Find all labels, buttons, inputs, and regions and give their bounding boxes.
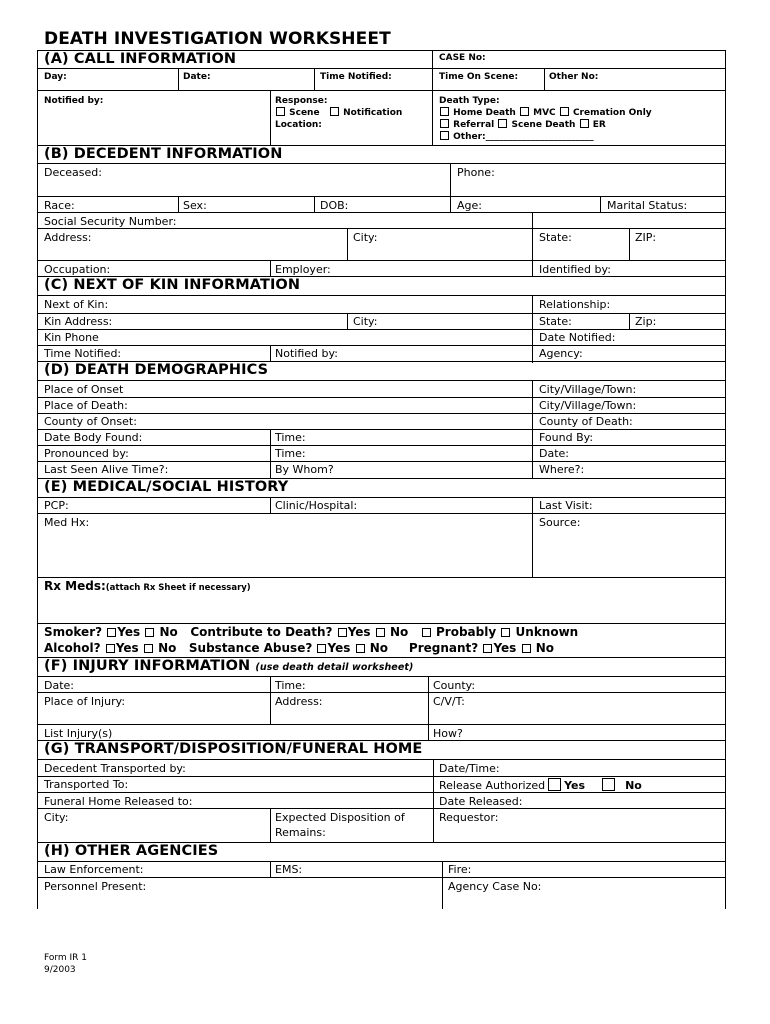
rx-meds-label: Rx Meds: [44,579,106,593]
date-time-label: Date/Time: [439,762,500,775]
date-label: Date: [183,72,211,82]
section-f-title: (F) INJURY INFORMATION [44,658,251,674]
pronounced-by-label: Pronounced by: [44,447,129,460]
other-checkbox[interactable] [440,131,449,140]
requestor-label: Requestor: [439,811,499,824]
home-death-option: Home Death [453,108,516,118]
med-hx-label: Med Hx: [44,516,90,529]
form-date: 9/2003 [44,965,76,975]
rule [37,676,725,677]
list-injury-label: List Injury(s) [44,727,113,740]
rule [37,228,725,229]
rule [37,163,725,164]
release-yes: Yes [564,779,586,792]
injury-address-label: Address: [275,695,323,708]
place-of-onset-label: Place of Onset [44,383,124,396]
state-label: State: [539,231,572,244]
death-type-row-1 [439,107,652,119]
ems-label: EMS: [275,863,303,876]
substance-yes-checkbox[interactable] [317,644,326,653]
section-f-note: (use death detail worksheet) [255,662,414,673]
scene-death-checkbox[interactable] [498,119,507,128]
rule [178,68,179,90]
death-type-row-2 [439,119,606,131]
section-b-heading: (B) DECEDENT INFORMATION [44,146,283,162]
rule [532,497,533,577]
scene-option: Scene [289,108,320,118]
expected-disposition-label: Expected Disposition of [275,811,405,824]
fire-label: Fire: [448,863,472,876]
rule [37,877,725,878]
rule [37,497,725,498]
race-label: Race: [44,199,75,212]
employer-label: Employer: [275,263,331,276]
substance-label: Substance Abuse? [188,641,313,655]
identified-by-label: Identified by: [539,263,611,276]
referral-checkbox[interactable] [440,119,449,128]
contribute-yes-checkbox[interactable] [338,628,347,637]
rule [37,692,725,693]
pregnant-no-checkbox[interactable] [522,644,531,653]
rule [629,313,630,329]
pregnant-label: Pregnant? [408,641,479,655]
pronounced-date-label: Date: [539,447,569,460]
other-no-label: Other No: [549,72,599,82]
contribute-no: No [389,625,409,639]
smoker-no-checkbox[interactable] [145,628,154,637]
rule [450,163,451,196]
kin-notified-by-label: Notified by: [275,347,338,360]
smoker-label: Smoker? [44,625,103,639]
funeral-home-label: Funeral Home Released to: [44,795,193,808]
alcohol-no: No [158,641,177,655]
substance-no: No [369,641,389,655]
pcp-label: PCP: [44,499,69,512]
rule [37,212,725,213]
clinic-label: Clinic/Hospital: [275,499,358,512]
ssn-label: Social Security Number: [44,215,177,228]
rule [432,50,433,145]
rule [270,345,271,361]
rule [270,260,271,276]
section-g-heading: (G) TRANSPORT/DISPOSITION/FUNERAL HOME [44,741,423,757]
transport-city-label: City: [44,811,69,824]
rule [347,228,348,260]
agency-label: Agency: [539,347,583,360]
marital-status-label: Marital Status: [607,199,688,212]
remains-label: Remains: [275,826,326,839]
agency-case-no-label: Agency Case No: [448,880,542,893]
rx-meds-line [44,579,251,595]
pregnant-yes: Yes [493,641,517,655]
city-label: City: [353,231,378,244]
smoker-yes: Yes [117,625,141,639]
date-notified-label: Date Notified: [539,331,616,344]
rule [37,313,725,314]
by-whom-label: By Whom? [275,463,334,476]
zip-label: ZIP: [635,231,657,244]
deceased-label: Deceased: [44,166,102,179]
rule [178,196,179,212]
page-title: DEATH INVESTIGATION WORKSHEET [44,29,391,49]
rule [37,429,725,430]
rule [37,623,725,624]
notification-option: Notification [343,108,403,118]
rule [37,345,725,346]
onset-city-label: City/Village/Town: [539,383,637,396]
age-label: Age: [457,199,482,212]
probably-checkbox[interactable] [422,628,431,637]
kin-address-label: Kin Address: [44,315,113,328]
relationship-label: Relationship: [539,298,611,311]
release-authorized-label: Release Authorized [439,779,546,792]
place-of-injury-label: Place of Injury: [44,695,126,708]
release-yes-checkbox[interactable] [548,778,561,791]
frame-left [37,50,38,909]
rule [37,808,725,809]
er-checkbox[interactable] [580,119,589,128]
county-of-onset-label: County of Onset: [44,415,137,428]
injury-date-label: Date: [44,679,74,692]
unknown-option: Unknown [515,625,579,639]
rx-meds-note: (attach Rx Sheet if necessary) [105,583,251,593]
day-label: Day: [44,72,67,82]
kin-zip-label: Zip: [635,315,657,328]
law-enforcement-label: Law Enforcement: [44,863,144,876]
kin-state-label: State: [539,315,572,328]
death-type-row-3 [439,131,594,143]
rule [270,497,271,513]
rule [37,513,725,514]
address-label: Address: [44,231,92,244]
date-body-found-label: Date Body Found: [44,431,143,444]
kin-city-label: City: [353,315,378,328]
substance-no-checkbox[interactable] [356,644,365,653]
rule [37,196,725,197]
rule [37,792,725,793]
rule [532,228,533,260]
rule [37,759,725,760]
contribute-label: Contribute to Death? [190,625,333,639]
alcohol-line [44,641,554,655]
substance-yes: Yes [327,641,351,655]
section-f-heading [44,658,413,674]
notification-checkbox[interactable] [330,107,339,116]
mvc-option: MVC [533,108,556,118]
rule [314,68,315,90]
smoker-line [44,625,578,639]
rule [37,776,725,777]
unknown-checkbox[interactable] [501,628,510,637]
section-a-heading: (A) CALL INFORMATION [44,51,237,67]
where-label: Where?: [539,463,585,476]
rule [37,461,725,462]
rule [270,861,271,877]
kin-time-notified-label: Time Notified: [44,347,122,360]
death-type-label: Death Type: [439,96,500,106]
rule [37,861,725,862]
release-authorized-line [439,778,642,792]
injury-county-label: County: [433,679,476,692]
personnel-present-label: Personnel Present: [44,880,147,893]
occupation-label: Occupation: [44,263,111,276]
time-on-scene-label: Time On Scene: [439,72,519,82]
death-city-label: City/Village/Town: [539,399,637,412]
alcohol-yes: Yes [115,641,139,655]
notified-by-label: Notified by: [44,96,104,106]
rule [428,676,429,740]
frame-right [725,50,726,909]
kin-phone-label: Kin Phone [44,331,99,344]
section-e-heading: (E) MEDICAL/SOCIAL HISTORY [44,479,289,495]
source-label: Source: [539,516,581,529]
cremation-only-option: Cremation Only [572,108,652,118]
next-of-kin-label: Next of Kin: [44,298,109,311]
date-released-label: Date Released: [439,795,523,808]
rule [544,68,545,90]
rule [37,260,725,261]
alcohol-label: Alcohol? [44,641,101,655]
form-id: Form IR 1 [44,953,88,963]
rule [532,212,533,228]
rule [270,808,271,842]
release-no-checkbox[interactable] [602,778,615,791]
probably-option: Probably [435,625,497,639]
rule [270,90,271,145]
referral-option: Referral [453,120,495,130]
rule [37,90,725,91]
location-label: Location: [275,120,322,130]
release-no: No [625,779,642,792]
alcohol-no-checkbox[interactable] [144,644,153,653]
time-notified-label: Time Notified: [320,72,392,82]
rule [347,313,348,329]
rule [450,196,451,212]
response-options [275,107,402,119]
rule [629,228,630,260]
rule [37,380,725,381]
smoker-no: No [159,625,178,639]
last-visit-label: Last Visit: [539,499,593,512]
rule [442,861,443,909]
cremation-only-checkbox[interactable] [560,107,569,116]
place-of-death-label: Place of Death: [44,399,128,412]
transported-to-label: Transported To: [44,778,129,791]
other-option: Other:________________________ [453,132,594,142]
transported-by-label: Decedent Transported by: [44,762,186,775]
county-of-death-label: County of Death: [539,415,633,428]
rule [37,724,725,725]
contribute-no-checkbox[interactable] [376,628,385,637]
rule [532,260,533,276]
section-h-heading: (H) OTHER AGENCIES [44,843,219,859]
smoker-yes-checkbox[interactable] [107,628,116,637]
response-label: Response: [275,96,328,106]
rule [37,577,725,578]
section-d-heading: (D) DEATH DEMOGRAPHICS [44,362,269,378]
phone-label: Phone: [457,166,495,179]
rule [37,329,725,330]
scene-death-option: Scene Death [511,120,576,130]
rule [37,295,725,296]
rule [37,445,725,446]
scene-checkbox[interactable] [276,107,285,116]
rule [37,397,725,398]
rule [37,68,725,69]
rule [433,759,434,842]
pregnant-no: No [535,641,554,655]
rule [37,413,725,414]
sex-label: Sex: [183,199,207,212]
found-by-label: Found By: [539,431,594,444]
contribute-yes: Yes [347,625,371,639]
case-no-label: CASE No: [439,53,486,63]
found-time-label: Time: [275,431,306,444]
pregnant-yes-checkbox[interactable] [483,644,492,653]
alcohol-yes-checkbox[interactable] [106,644,115,653]
pronounced-time-label: Time: [275,447,306,460]
last-seen-label: Last Seen Alive Time?: [44,463,169,476]
rule [314,196,315,212]
rule [600,196,601,212]
rule [270,429,271,478]
rule [270,676,271,724]
home-death-checkbox[interactable] [440,107,449,116]
cvt-label: C/V/T: [433,695,465,708]
how-label: How? [433,727,463,740]
mvc-checkbox[interactable] [520,107,529,116]
injury-time-label: Time: [275,679,306,692]
dob-label: DOB: [320,199,349,212]
er-option: ER [592,120,606,130]
section-c-heading: (C) NEXT OF KIN INFORMATION [44,277,301,293]
